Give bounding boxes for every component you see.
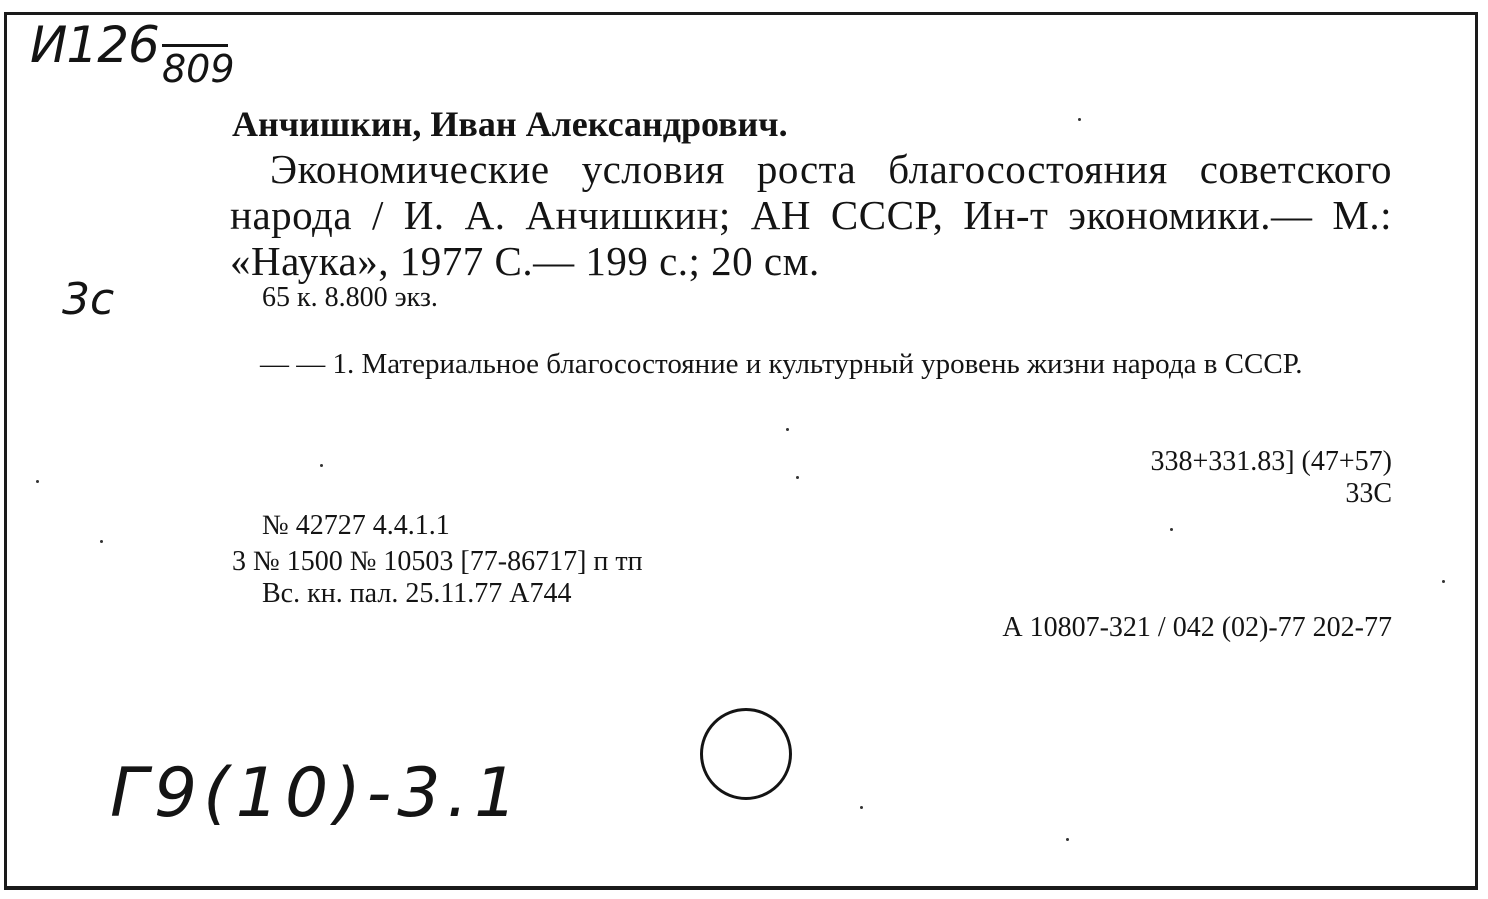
speck [1442,580,1445,583]
punch-hole-circle [700,708,792,800]
speck [1170,528,1173,531]
inventory-line-3: Вс. кн. пал. 25.11.77 А744 [262,578,572,609]
bbk-index: 338+331.83] (47+57) [1150,446,1392,477]
shelf-mark: И126 [30,16,159,74]
speck [1066,838,1069,841]
section-mark: 3с [62,274,115,325]
author-heading: Анчишкин, Иван Александрович. [232,104,788,144]
speck [320,464,323,467]
speck [36,480,39,483]
speck [1078,118,1081,121]
title-block: Экономические условия роста благосостояния советского народа / И. А. Анчишкин; АН СССР, Ин-т экономики.— М.: «Наука», 1977 С.— 199 с.; 20 см. [230,146,1392,284]
speck [796,476,799,479]
price-print-run: 65 к. 8.800 экз. [262,282,438,313]
isbn-code: А 10807-321 / 042 (02)-77 202-77 [1002,612,1392,643]
inventory-line-2: 3 № 1500 № 10503 [77-86717] п тп [232,546,643,577]
classification-mark: Г9(10)-3.1 [110,754,524,833]
speck [860,806,863,809]
speck [100,540,103,543]
shelf-mark-sub: 809 [162,47,235,91]
speck [786,428,789,431]
inventory-line-1: № 42727 4.4.1.1 [262,510,450,541]
subject-heading: — — 1. Материальное благосостояние и культурный уровень жизни народа в СССР. [260,348,1303,380]
author-mark: 33С [1345,478,1392,509]
